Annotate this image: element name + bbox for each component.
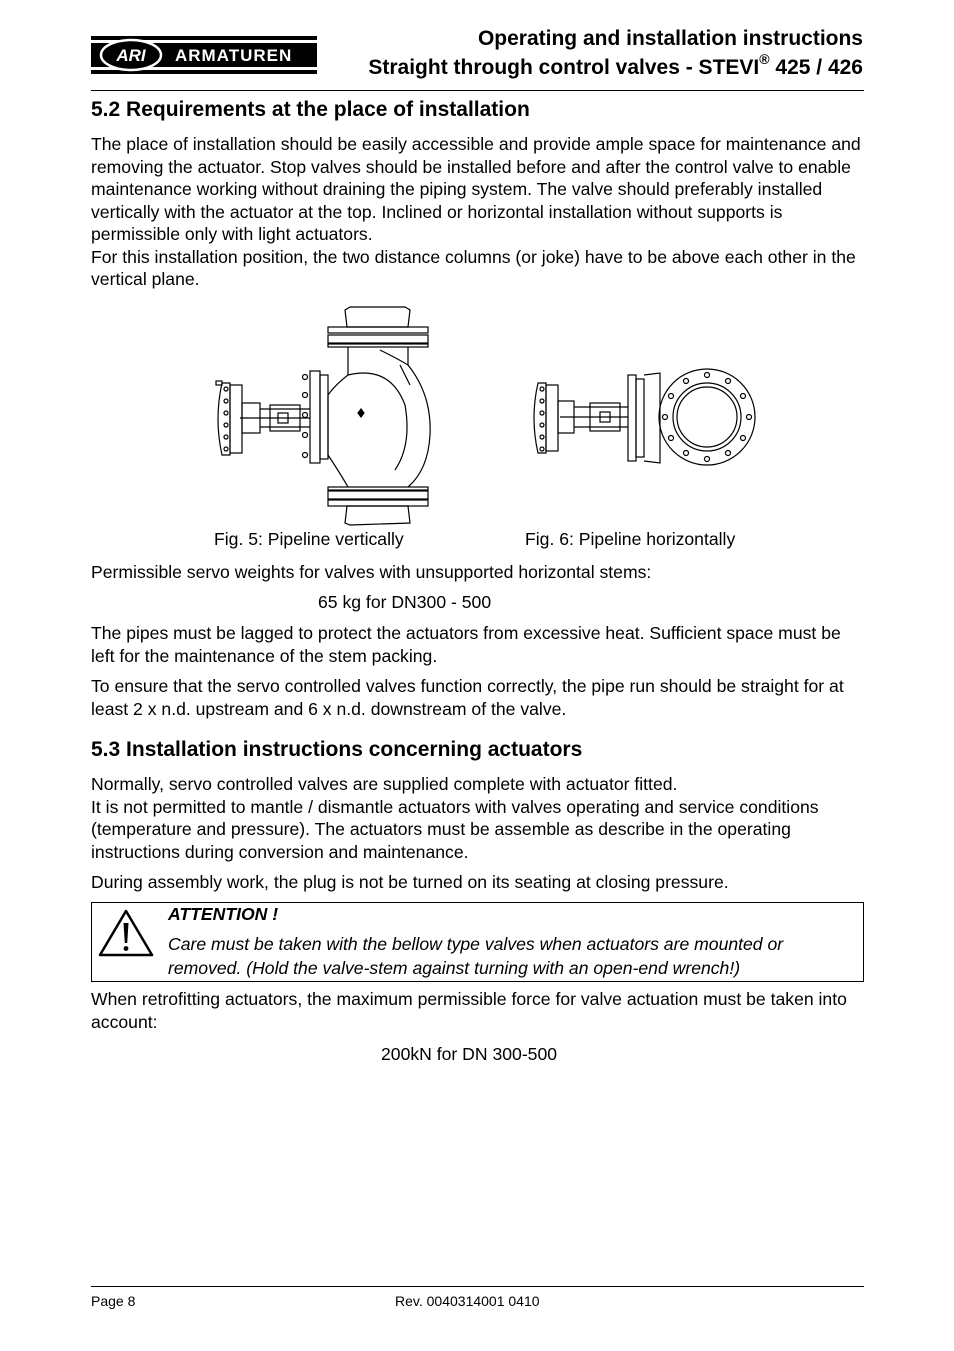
title-line-2 [368, 53, 863, 82]
figure-5-valve-vertical-pipe [200, 305, 450, 527]
ari-armaturen-logo [91, 36, 317, 74]
paragraph: It is not permitted to mantle / dismantle actuators with valves operating and service conditions (temperature and pressure). The actuators must be assemble as describe in the operating instructions during conversion and maintenance. [91, 796, 819, 862]
registered-mark: ® [759, 51, 770, 67]
servo-weights-value: 65 kg for DN300 - 500 [318, 592, 492, 612]
section-heading-5-3: 5.3 Installation instructions concerning actuators [91, 738, 583, 761]
page-number: Page 8 [91, 1293, 136, 1309]
paragraph: Normally, servo controlled valves are supplied complete with actuator fitted. [91, 774, 678, 794]
title-line-2-text: Straight through control valves - STEVI [368, 56, 760, 79]
attention-title: ATTENTION ! [168, 904, 279, 924]
force-value: 200kN for DN 300-500 [381, 1044, 558, 1064]
paragraph: The place of installation should be easily accessible and provide ample space for maintenance and removing the actuator. Stop valves should be installed before and after the control valve to enable maintenance working without draining the piping system. The valve should preferably installed vertically with the actuator at the top. Inclined or horizontal installation without supports is permissible only with light actuators. [91, 134, 861, 244]
footer-rule [91, 1286, 864, 1287]
figure-6-valve-horizontal-pipe [520, 365, 760, 470]
servo-weights-intro: Permissible servo weights for valves with unsupported horizontal stems: [91, 562, 652, 582]
paragraph: During assembly work, the plug is not be turned on its seating at closing pressure. [91, 872, 729, 892]
paragraph: For this installation position, the two distance columns (or joke) have to be above each other in the vertical plane. [91, 246, 856, 289]
section-5-3-intro [91, 773, 866, 863]
section-heading-5-2: 5.2 Requirements at the place of installation [91, 98, 530, 121]
warning-triangle-icon [97, 908, 155, 958]
paragraph: To ensure that the servo controlled valves function correctly, the pipe run should be straight for at least 2 x n.d. upstream and 6 x n.d. downstream of the valve. [91, 676, 844, 719]
header-rule [91, 90, 864, 91]
revision-number: Rev. 0040314001 0410 [395, 1293, 540, 1309]
figure-5-caption: Fig. 5: Pipeline vertically [214, 529, 404, 549]
svg-text:ARI: ARI [116, 46, 146, 65]
paragraph: When retrofitting actuators, the maximum permissible force for valve actuation must be taken into account: [91, 989, 847, 1032]
document-title [368, 24, 863, 82]
logo-graphic [91, 36, 317, 74]
figure-6-caption: Fig. 6: Pipeline horizontally [525, 529, 736, 549]
title-line-1: Operating and installation instructions [477, 27, 863, 50]
title-line-2-models: 425 / 426 [769, 56, 863, 79]
attention-text: Care must be taken with the bellow type valves when actuators are mounted or removed. (Hold the valve-stem against turning with an open-end wrench!) [168, 934, 784, 978]
svg-text:ARMATUREN: ARMATUREN [175, 46, 293, 65]
section-5-2-intro [91, 133, 866, 291]
paragraph: The pipes must be lagged to protect the actuators from excessive heat. Sufficient space must be left for the maintenance of the stem packing. [91, 623, 841, 666]
